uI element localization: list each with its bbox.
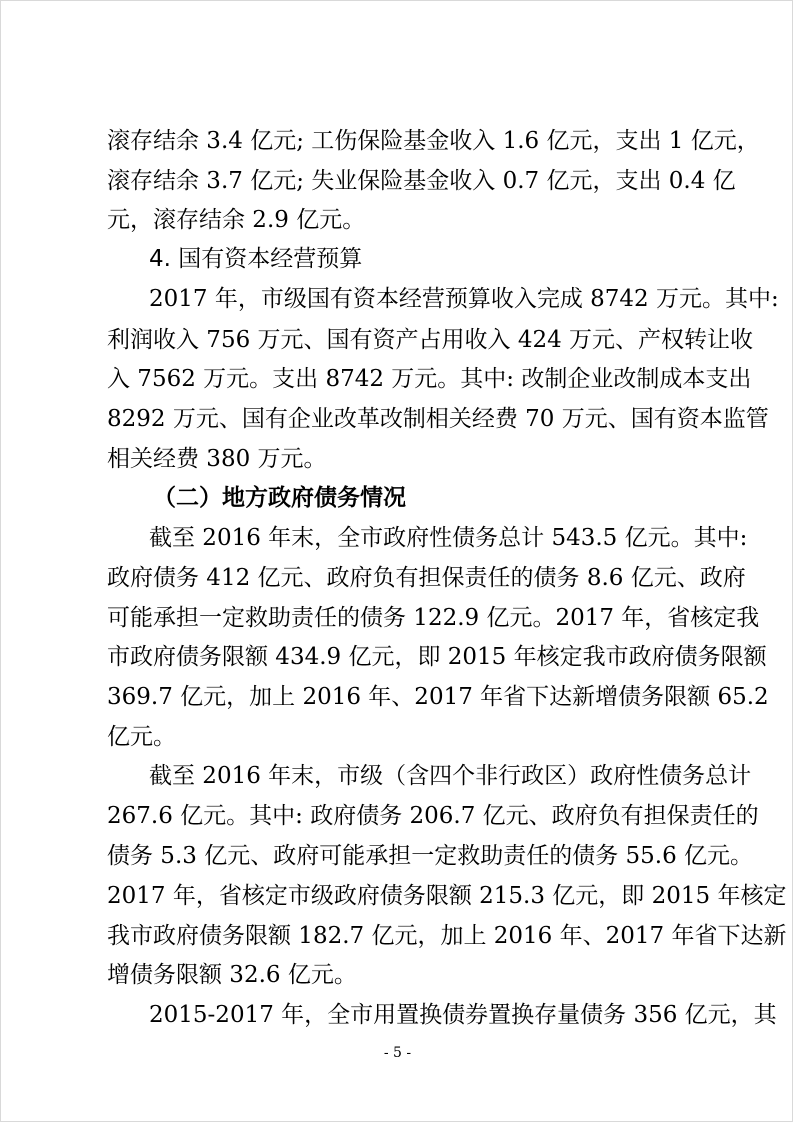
text-line: 市政府债务限额 434.9 亿元，即 2015 年核定我市政府债务限额 bbox=[107, 644, 767, 670]
page-number: - 5 - bbox=[383, 1045, 412, 1061]
paragraph-first-line: 截至 2016 年末，全市政府性债务总计 543.5 亿元。其中: bbox=[149, 525, 748, 551]
section-heading-4: 4. 国有资本经营预算 bbox=[149, 246, 363, 272]
text-line: 2017 年，省核定市级政府债务限额 215.3 亿元，即 2015 年核定 bbox=[107, 883, 787, 909]
text-line: 267.6 亿元。其中: 政府债务 206.7 亿元、政府负有担保责任的 bbox=[107, 803, 759, 829]
paragraph-first-line: 2017 年，市级国有资本经营预算收入完成 8742 万元。其中: bbox=[149, 286, 779, 312]
text-line: 利润收入 756 万元、国有资产占用收入 424 万元、产权转让收 bbox=[107, 327, 754, 353]
text-line: 债务 5.3 亿元、政府可能承担一定救助责任的债务 55.6 亿元。 bbox=[107, 843, 754, 869]
paragraph-first-line: 截至 2016 年末，市级（含四个非行政区）政府性债务总计 bbox=[149, 763, 752, 789]
section-heading-debt: （二）地方政府债务情况 bbox=[153, 484, 406, 511]
text-line: 369.7 亿元，加上 2016 年、2017 年省下达新增债务限额 65.2 bbox=[107, 684, 769, 710]
text-line: 滚存结余 3.4 亿元; 工伤保险基金收入 1.6 亿元，支出 1 亿元， bbox=[107, 128, 760, 154]
text-line: 我市政府债务限额 182.7 亿元，加上 2016 年、2017 年省下达新 bbox=[107, 923, 787, 949]
text-line: 可能承担一定救助责任的债务 122.9 亿元。2017 年，省核定我 bbox=[107, 605, 760, 631]
text-line: 增债务限额 32.6 亿元。 bbox=[107, 962, 357, 988]
text-line: 8292 万元、国有企业改革改制相关经费 70 万元、国有资本监管 bbox=[107, 406, 769, 432]
text-line: 入 7562 万元。支出 8742 万元。其中: 改制企业改制成本支出 bbox=[107, 366, 752, 392]
text-line: 政府债务 412 亿元、政府负有担保责任的债务 8.6 亿元、政府 bbox=[107, 565, 746, 591]
text-line: 滚存结余 3.7 亿元; 失业保险基金收入 0.7 亿元，支出 0.4 亿 bbox=[107, 168, 736, 194]
text-line: 相关经费 380 万元。 bbox=[107, 446, 327, 472]
paragraph-first-line: 2015-2017 年，全市用置换债券置换存量债务 356 亿元，其 bbox=[149, 1002, 777, 1028]
text-line: 元，滚存结余 2.9 亿元。 bbox=[107, 207, 366, 233]
text-line: 亿元。 bbox=[107, 724, 176, 750]
